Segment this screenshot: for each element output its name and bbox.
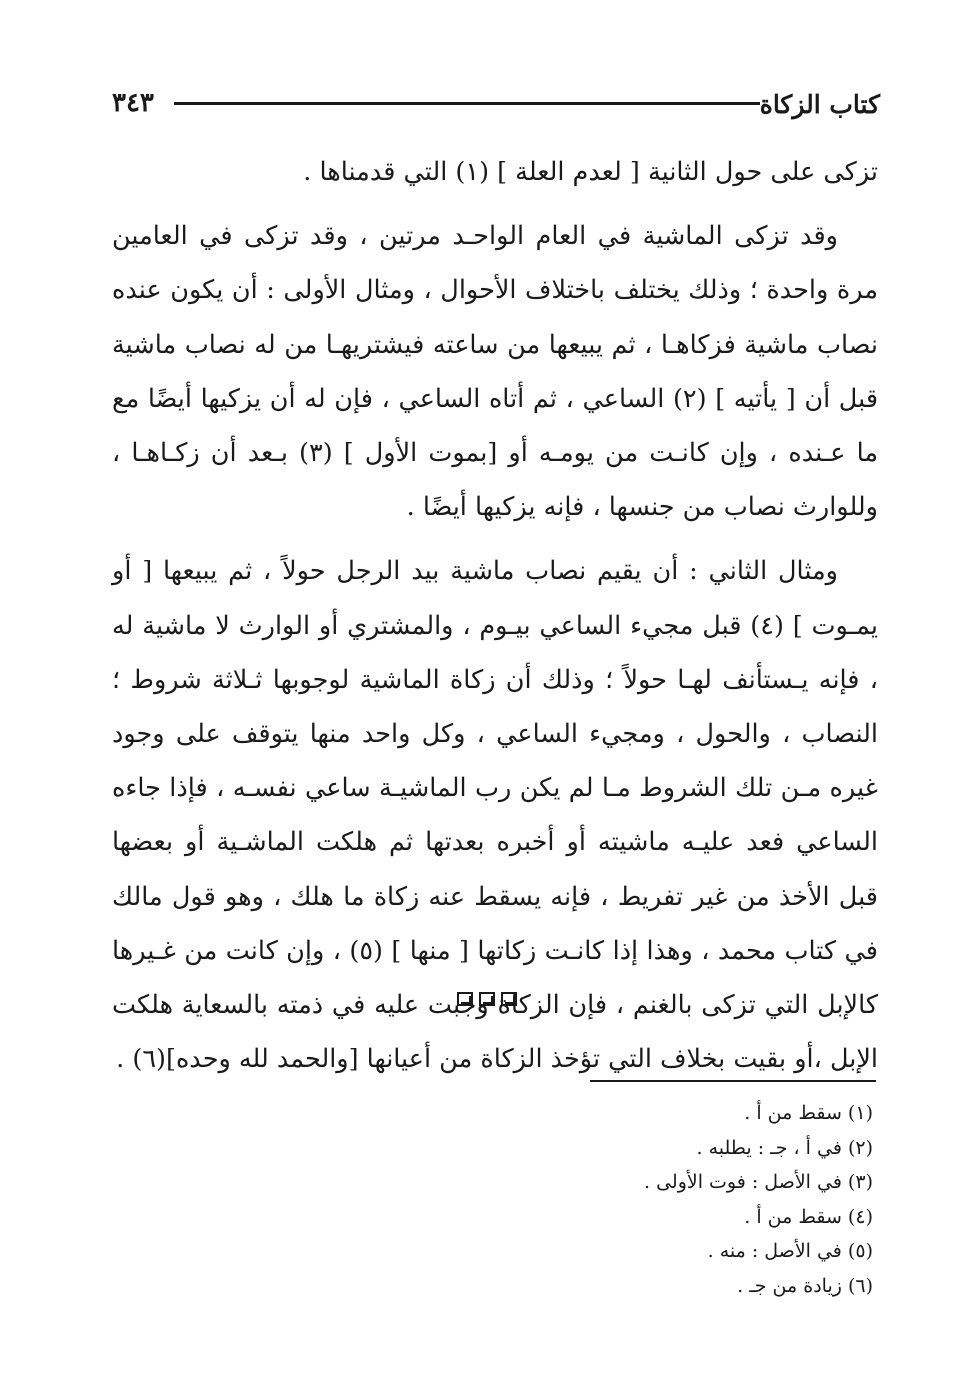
paragraph-3: ومثال الثاني : أن يقيم نصاب ماشية بيد الرجل حولاً ، ثم يبيعها [ أو يمـوت ] (٤) قبل مجيء الساعي بيـوم ، والمشتري أو الوارث لا ماشية له ، فإنه يـستأنف لهـا حولاً ؛ وذلك أن زكاة الماشية لوجوبها ثـلاثة شروط ؛ النصاب ، والحول ، ومجيء الساعي ، وكل واحد منها يتوقف على وجود غيره مـن تلك الشروط مـا لم يكن رب الماشيـة ساعي نفسـه ، فإذا جاءه الساعي فعد عليـه ماشيته أو أخبره بعدتها ثم هلكت الماشـية أو بعضها قبل الأخذ من غير تفريط ، فإنه يسقط عنه زكاة ما هلك ، وهو قول مالك في كتاب محمد ، وهذا إذا كانـت زكاتها [ منها ] (٥) ، وإن كانت من غـيرها كالإبل التي تزكى بالغنم ، فإن الزكاة وجبت عليه في ذمته بالسعاية هلكت الإبل ،أو بقيت بخلاف التي تؤخذ الزكاة من أعيانها [والحمد لله وحده](٦) . bbox=[112, 556, 878, 1075]
ornament-square-icon bbox=[479, 992, 495, 1006]
section-end-ornament bbox=[457, 992, 527, 1014]
footnote-item: (١) سقط من أ . bbox=[744, 1102, 873, 1124]
footnote-item: (٦) زيادة من جـ . bbox=[737, 1274, 873, 1297]
paragraph-1: تزكى على حول الثانية [ لعدم العلة ] (١) التي قدمناها . bbox=[303, 157, 878, 187]
ornament-square-icon bbox=[457, 992, 473, 1006]
page-header bbox=[112, 88, 880, 128]
footnote-separator bbox=[590, 1080, 876, 1082]
footnote-item: (٤) سقط من أ . bbox=[744, 1205, 873, 1228]
footnote-item: (٣) في الأصل : فوت الأولى . bbox=[644, 1171, 873, 1194]
footnote-item: (٢) في أ ، جـ : يطلبه . bbox=[696, 1136, 873, 1159]
page-number: ٣٤٣ bbox=[112, 88, 154, 118]
paragraph-2: وقد تزكى الماشية في العام الواحـد مرتين ، وقد تزكى في العامين مرة واحدة ؛ وذلك يختلف باختلاف الأحوال ، ومثال الأولى : أن يكون عنده نصاب ماشية فزكاهـا ، ثم يبيعها من ساعته فيشتريهـا من له نصاب ماشية قبل أن [ يأتيه ] (٢) الساعي ، ثم أتاه الساعي ، فإن له أن يزكيها أيضًا مع ما عـنده ، وإن كانـت من يومـه أو [بموت الأول ] (٣) بـعد أن زكـاهـا ، وللوارث نصاب من جنسها ، فإنه يزكيها أيضًا . bbox=[112, 221, 879, 523]
footnotes bbox=[473, 1096, 873, 1304]
main-text bbox=[112, 145, 878, 1096]
chapter-title: كتاب الزكاة bbox=[759, 90, 880, 119]
ornament-square-icon bbox=[501, 992, 517, 1006]
footnote-item: (٥) في الأصل : منه . bbox=[707, 1240, 873, 1263]
header-rule bbox=[174, 102, 760, 105]
